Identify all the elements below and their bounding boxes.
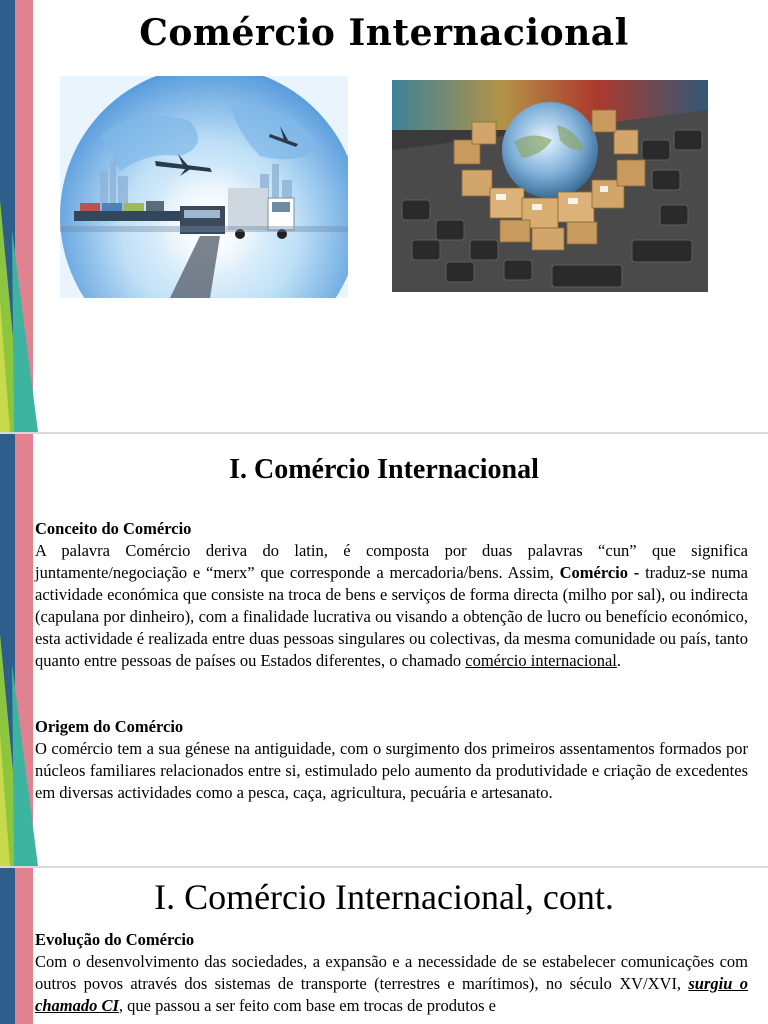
slide-3	[0, 868, 768, 1024]
evolution-section	[35, 929, 748, 1017]
concept-heading: Conceito do Comércio	[35, 519, 192, 538]
evolution-text-part1: Com o desenvolvimento das sociedades, a expansão e a necessidade de se estabelecer comunicações com outros povos através dos sistemas de transporte (terrestres e marítimos), no século XV/XVI,	[35, 952, 748, 993]
concept-section	[35, 518, 748, 672]
laptop-cargo-globe-image	[392, 80, 708, 292]
page-title: Comércio Internacional	[139, 12, 629, 54]
slide-1	[0, 0, 768, 432]
origin-text: O comércio tem a sua génese na antiguidade, com o surgimento dos primeiros assentamentos formados por núcleos familiares relacionados entre si, estimulado pelo aumento da produtividade e criação de excedentes em diversas actividades como a pesca, caça, agricultura, pecuária e artesanato.	[35, 739, 748, 802]
section-title: I. Comércio Internacional	[229, 454, 539, 485]
concept-text-part1: A palavra Comércio deriva do latin, é composta por duas palavras “cun” que significa juntamente/negociação e “merx” que corresponde a mercadoria/bens. Assim,	[35, 541, 748, 582]
evolution-heading: Evolução do Comércio	[35, 930, 195, 949]
section-title-cont: I. Comércio Internacional, cont.	[154, 877, 614, 917]
origin-section	[35, 716, 748, 804]
concept-text-part2: traduz-se numa actividade económica que consiste na troca de bens e serviços de forma directa (milho por sal), ou indirecta (capulana por dinheiro), com a finalidade lucrativa ou visando a obtenção de lucro ou benefício económico, esta actividade é realizada entre duas pessoas singulares ou colectivas, da mesma comunidade ou país, tanto quanto entre pessoas de países ou Estados diferentes, o chamado	[35, 563, 748, 670]
concept-underlined-term: comércio internacional	[465, 651, 617, 670]
globe-logistics-image	[60, 76, 348, 298]
origin-heading: Origem do Comércio	[35, 717, 184, 736]
evolution-emphasis: surgiu o chamado CI	[35, 974, 748, 1015]
concept-bold-term: Comércio -	[559, 563, 640, 582]
evolution-text-part2: , que passou a ser feito com base em trocas de produtos e	[118, 996, 496, 1015]
decorative-stripes	[0, 0, 60, 432]
slide-2	[0, 434, 768, 866]
concept-text-end: .	[616, 651, 622, 670]
